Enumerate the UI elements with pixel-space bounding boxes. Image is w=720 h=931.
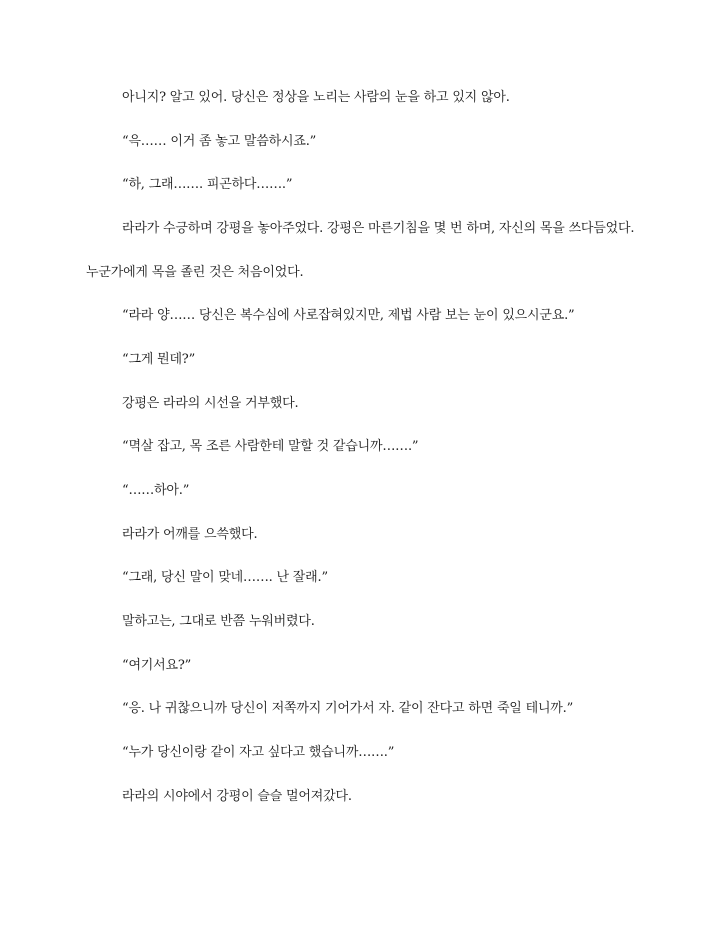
paragraph-continuation: 누군가에게 목을 졸린 것은 처음이었다. — [86, 265, 304, 280]
paragraph: 말하고는, 그대로 반쯤 누워버렸다. — [122, 614, 315, 629]
paragraph: “그래, 당신 말이 맞네……. 난 잘래.” — [122, 570, 328, 585]
paragraph: “그게 뭔데?” — [122, 352, 196, 367]
paragraph: 라라의 시야에서 강평이 슬슬 멀어져갔다. — [122, 789, 352, 804]
paragraph: “누가 당신이랑 같이 자고 싶다고 했습니까…….” — [122, 745, 395, 760]
paragraph: “하, 그래……. 피곤하다…….” — [122, 177, 293, 192]
paragraph: 라라가 수긍하며 강평을 놓아주었다. 강평은 마른기침을 몇 번 하며, 자신의 목을 쓰다듬었다. — [122, 221, 635, 236]
paragraph: 강평은 라라의 시선을 거부했다. — [122, 396, 299, 411]
paragraph: “윽…… 이거 좀 놓고 말씀하시죠.” — [122, 134, 317, 149]
paragraph: “멱살 잡고, 목 조른 사람한테 말할 것 같습니까…….” — [122, 439, 419, 454]
paragraph: 라라가 어깨를 으쓱했다. — [122, 527, 258, 542]
paragraph: “……하아.” — [122, 483, 190, 498]
paragraph: “라라 양…… 당신은 복수심에 사로잡혀있지만, 제법 사람 보는 눈이 있으시군요.” — [122, 308, 575, 323]
paragraph: “응. 나 귀찮으니까 당신이 저쪽까지 기어가서 자. 같이 잔다고 하면 죽일 테니까.” — [122, 701, 574, 716]
paragraph: “여기서요?” — [122, 658, 192, 673]
paragraph: 아니지? 알고 있어. 당신은 정상을 노리는 사람의 눈을 하고 있지 않아. — [122, 90, 510, 105]
